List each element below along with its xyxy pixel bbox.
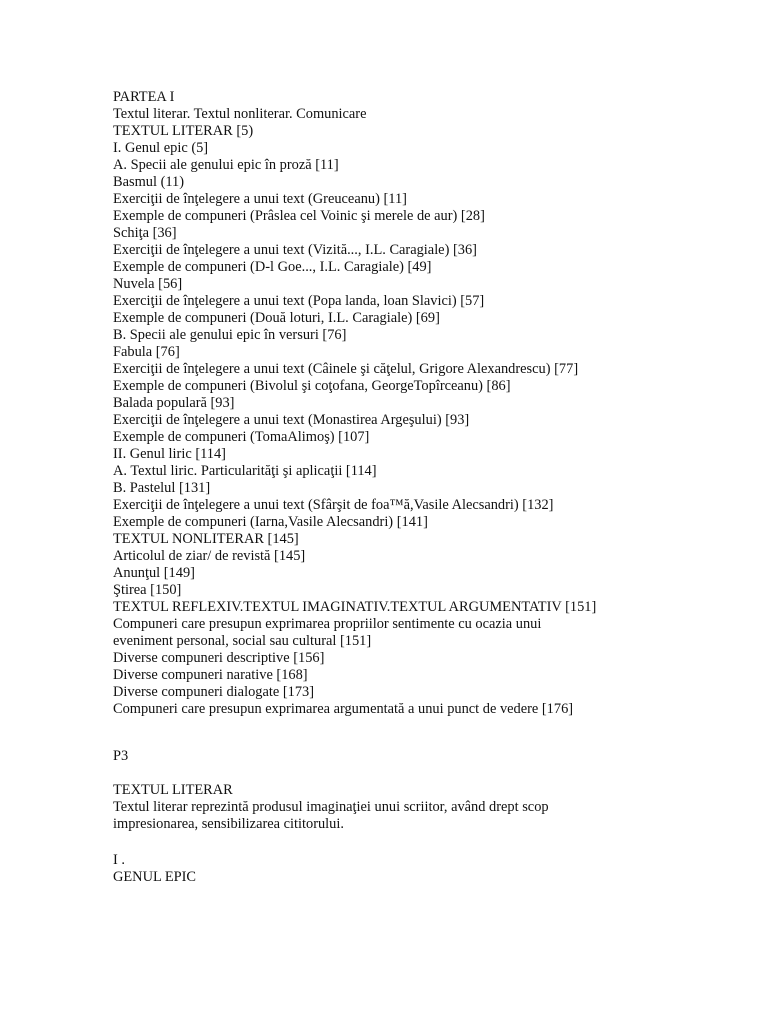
section-literary-text <box>113 782 673 833</box>
toc-line: Diverse compuneri descriptive [156] <box>113 650 325 666</box>
page-marker <box>113 748 673 765</box>
toc-line: Fabula [76] <box>113 344 180 360</box>
toc-line: TEXTUL LITERAR [5) <box>113 123 254 139</box>
toc-line: Basmul (11) <box>113 174 185 190</box>
section-heading: TEXTUL LITERAR <box>113 782 233 798</box>
toc-line: PARTEA I <box>113 89 175 105</box>
toc-line: Ştirea [150] <box>113 582 182 598</box>
toc-line: Textul literar. Textul nonliterar. Comunicare <box>113 106 367 122</box>
section-paragraph-line: impresionarea, sensibilizarea cititorului. <box>113 816 344 832</box>
toc-line: Exemple de compuneri (D-l Goe..., I.L. Caragiale) [49] <box>113 259 432 275</box>
toc-line: Exemple de compuneri (Bivolul şi coţofana, GeorgeTopîrceanu) [86] <box>113 378 511 394</box>
toc-line: eveniment personal, social sau cultural [151] <box>113 633 372 649</box>
toc-line: TEXTUL REFLEXIV.TEXTUL IMAGINATIV.TEXTUL ARGUMENTATIV [151] <box>113 599 597 615</box>
toc-line: Exerciţii de înţelegere a unui text (Câinele şi căţelul, Grigore Alexandrescu) [77] <box>113 361 579 377</box>
toc-line: Exemple de compuneri (Iarna,Vasile Alecsandri) [141] <box>113 514 428 530</box>
toc-line: Compuneri care presupun exprimarea argumentată a unui punct de vedere [176] <box>113 701 574 717</box>
toc-line: Exemple de compuneri (Prâslea cel Voinic şi merele de aur) [28] <box>113 208 485 224</box>
toc-line: II. Genul liric [114] <box>113 446 226 462</box>
toc-line: Balada populară [93] <box>113 395 235 411</box>
toc-line: Anunţul [149] <box>113 565 195 581</box>
toc-line: Compuneri care presupun exprimarea propriilor sentimente cu ocazia unui <box>113 616 542 632</box>
toc-line: Exerciţii de înţelegere a unui text (Greuceanu) [11] <box>113 191 407 207</box>
toc-line: Exerciţii de înţelegere a unui text (Monastirea Argeşului) [93] <box>113 412 470 428</box>
toc-line: Diverse compuneri narative [168] <box>113 667 308 683</box>
toc-line: Schiţa [36] <box>113 225 177 241</box>
toc-line: B. Pastelul [131] <box>113 480 211 496</box>
toc-line: TEXTUL NONLITERAR [145] <box>113 531 299 547</box>
table-of-contents <box>113 89 673 718</box>
section-paragraph-line: Textul literar reprezintă produsul imaginaţiei unui scriitor, având drept scop <box>113 799 549 815</box>
toc-line: Exerciţii de înţelegere a unui text (Vizită..., I.L. Caragiale) [36] <box>113 242 477 258</box>
toc-line: Exemple de compuneri (TomaAlimoş) [107] <box>113 429 370 445</box>
toc-line: Nuvela [56] <box>113 276 183 292</box>
toc-line: Diverse compuneri dialogate [173] <box>113 684 314 700</box>
toc-line: I. Genul epic (5] <box>113 140 209 156</box>
chapter-heading <box>113 852 673 886</box>
chapter-title: GENUL EPIC <box>113 869 197 885</box>
toc-line: A. Specii ale genului epic în proză [11] <box>113 157 339 173</box>
toc-line: A. Textul liric. Particularităţi şi aplicaţii [114] <box>113 463 377 479</box>
page-marker-text: P3 <box>113 748 129 764</box>
toc-line: Exemple de compuneri (Două loturi, I.L. Caragiale) [69] <box>113 310 440 326</box>
toc-line: Exerciţii de înţelegere a unui text (Sfârşit de foa™ă,Vasile Alecsandri) [132] <box>113 497 554 513</box>
chapter-number: I . <box>113 852 125 868</box>
toc-line: Exerciţii de înţelegere a unui text (Popa landa, loan Slavici) [57] <box>113 293 485 309</box>
toc-line: Articolul de ziar/ de revistă [145] <box>113 548 306 564</box>
toc-line: B. Specii ale genului epic în versuri [76] <box>113 327 347 343</box>
